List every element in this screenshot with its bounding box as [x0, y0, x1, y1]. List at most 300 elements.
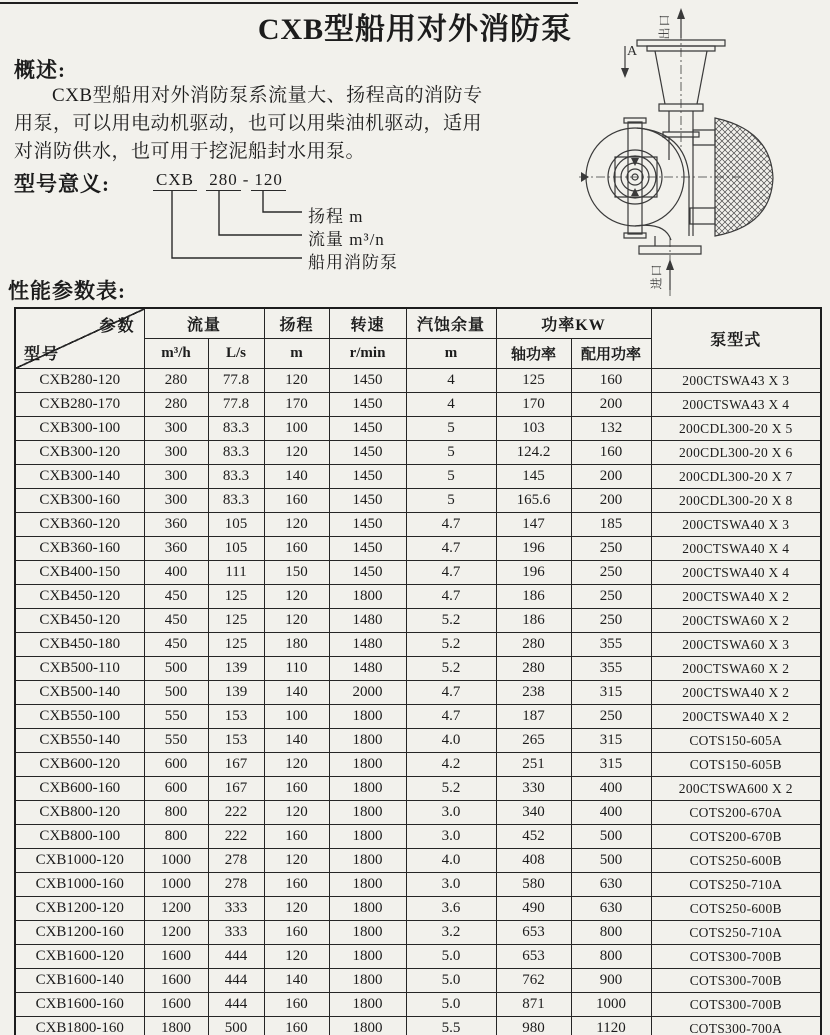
cell-flow-ls: 111 — [208, 561, 264, 585]
cell-npsh: 4.7 — [406, 513, 496, 537]
header-head-unit: m — [264, 339, 329, 369]
cell-speed: 1800 — [329, 729, 406, 753]
cell-rated-power: 400 — [571, 801, 651, 825]
cell-flow-ls: 278 — [208, 873, 264, 897]
cell-head: 120 — [264, 609, 329, 633]
cell-model: CXB360-160 — [15, 537, 144, 561]
cell-flow-m3h: 450 — [144, 633, 208, 657]
cell-flow-ls: 125 — [208, 609, 264, 633]
cell-speed: 1800 — [329, 921, 406, 945]
header-model-label: 型号 — [24, 346, 61, 363]
cell-flow-m3h: 1600 — [144, 969, 208, 993]
cell-shaft-power: 280 — [496, 633, 571, 657]
cell-flow-m3h: 550 — [144, 729, 208, 753]
cell-shaft-power: 187 — [496, 705, 571, 729]
cell-shaft-power: 280 — [496, 657, 571, 681]
performance-table — [14, 307, 822, 1035]
cell-model: CXB300-100 — [15, 417, 144, 441]
cell-flow-ls: 444 — [208, 993, 264, 1017]
header-rated-power: 配用功率 — [571, 339, 651, 369]
cell-head: 140 — [264, 681, 329, 705]
cell-head: 160 — [264, 993, 329, 1017]
cell-flow-m3h: 450 — [144, 585, 208, 609]
cell-head: 140 — [264, 969, 329, 993]
performance-table-body — [15, 369, 821, 1035]
cell-model: CXB300-160 — [15, 489, 144, 513]
table-row — [15, 753, 821, 777]
cell-npsh: 3.0 — [406, 825, 496, 849]
cell-head: 120 — [264, 897, 329, 921]
cell-shaft-power: 124.2 — [496, 441, 571, 465]
cell-pump-type: COTS150-605A — [651, 729, 821, 753]
overview-line: 用泵，可以用电动机驱动，也可以用柴油机驱动，适用 — [14, 113, 483, 134]
cell-pump-type: COTS150-605B — [651, 753, 821, 777]
cell-pump-type: 200CTSWA600 X 2 — [651, 777, 821, 801]
cell-speed: 1800 — [329, 897, 406, 921]
cell-head: 180 — [264, 633, 329, 657]
cell-flow-m3h: 1000 — [144, 873, 208, 897]
header-flow-unit-ls: L/s — [208, 339, 264, 369]
table-row — [15, 633, 821, 657]
cell-pump-type: 200CTSWA40 X 4 — [651, 561, 821, 585]
model-code-head: 120 — [251, 170, 286, 191]
cell-shaft-power: 871 — [496, 993, 571, 1017]
header-npsh: 汽蚀余量 — [406, 308, 496, 339]
cell-pump-type: COTS300-700B — [651, 993, 821, 1017]
table-row — [15, 993, 821, 1017]
cell-npsh: 5 — [406, 465, 496, 489]
cell-npsh: 5 — [406, 489, 496, 513]
cell-npsh: 4 — [406, 393, 496, 417]
cell-npsh: 3.6 — [406, 897, 496, 921]
performance-table-heading: 性能参数表: — [8, 279, 126, 303]
cell-npsh: 5.5 — [406, 1017, 496, 1035]
table-row — [15, 369, 821, 393]
cell-flow-ls: 139 — [208, 657, 264, 681]
cell-npsh: 5.2 — [406, 633, 496, 657]
cell-shaft-power: 103 — [496, 417, 571, 441]
cell-pump-type: 200CTSWA60 X 2 — [651, 609, 821, 633]
cell-pump-type: COTS300-700B — [651, 969, 821, 993]
cell-shaft-power: 452 — [496, 825, 571, 849]
cell-flow-m3h: 1800 — [144, 1017, 208, 1035]
cell-flow-ls: 333 — [208, 897, 264, 921]
cell-flow-ls: 125 — [208, 633, 264, 657]
cell-model: CXB360-120 — [15, 513, 144, 537]
cell-head: 140 — [264, 729, 329, 753]
cell-flow-m3h: 360 — [144, 537, 208, 561]
table-row — [15, 657, 821, 681]
cell-shaft-power: 238 — [496, 681, 571, 705]
cell-rated-power: 900 — [571, 969, 651, 993]
table-row — [15, 537, 821, 561]
cell-shaft-power: 147 — [496, 513, 571, 537]
cell-head: 120 — [264, 513, 329, 537]
cell-pump-type: 200CDL300-20 X 6 — [651, 441, 821, 465]
table-row — [15, 1017, 821, 1035]
cell-npsh: 4.7 — [406, 537, 496, 561]
cell-flow-ls: 105 — [208, 513, 264, 537]
cell-shaft-power: 165.6 — [496, 489, 571, 513]
table-row — [15, 441, 821, 465]
cell-flow-ls: 222 — [208, 825, 264, 849]
cell-pump-type: COTS200-670B — [651, 825, 821, 849]
cell-speed: 1480 — [329, 633, 406, 657]
cell-head: 110 — [264, 657, 329, 681]
cell-rated-power: 315 — [571, 729, 651, 753]
cell-npsh: 5.2 — [406, 609, 496, 633]
cell-speed: 1800 — [329, 945, 406, 969]
cell-pump-type: 200CTSWA43 X 3 — [651, 369, 821, 393]
cell-npsh: 4.2 — [406, 753, 496, 777]
model-label-head: 扬程 m — [308, 207, 364, 226]
cell-speed: 1480 — [329, 657, 406, 681]
cell-rated-power: 315 — [571, 753, 651, 777]
header-npsh-unit: m — [406, 339, 496, 369]
cell-flow-ls: 83.3 — [208, 417, 264, 441]
cell-rated-power: 355 — [571, 657, 651, 681]
cell-head: 160 — [264, 537, 329, 561]
cell-flow-m3h: 1000 — [144, 849, 208, 873]
cell-flow-m3h: 280 — [144, 369, 208, 393]
header-flow-unit-m3h: m³/h — [144, 339, 208, 369]
cell-model: CXB300-120 — [15, 441, 144, 465]
cell-rated-power: 250 — [571, 537, 651, 561]
cell-flow-m3h: 1600 — [144, 945, 208, 969]
cell-model: CXB1000-160 — [15, 873, 144, 897]
cell-model: CXB1200-120 — [15, 897, 144, 921]
pump-drawing-svg — [575, 0, 830, 300]
cell-pump-type: COTS250-600B — [651, 897, 821, 921]
cell-flow-m3h: 1600 — [144, 993, 208, 1017]
header-row-1 — [15, 308, 821, 339]
outlet-label: 出口 — [657, 13, 672, 40]
cell-npsh: 3.0 — [406, 801, 496, 825]
cell-flow-m3h: 400 — [144, 561, 208, 585]
cell-rated-power: 1000 — [571, 993, 651, 1017]
cell-head: 160 — [264, 921, 329, 945]
cell-flow-ls: 500 — [208, 1017, 264, 1035]
cell-flow-ls: 153 — [208, 705, 264, 729]
cell-model: CXB1000-120 — [15, 849, 144, 873]
cell-model: CXB500-140 — [15, 681, 144, 705]
cell-speed: 2000 — [329, 681, 406, 705]
model-code — [153, 170, 286, 190]
cell-head: 120 — [264, 849, 329, 873]
cell-flow-ls: 105 — [208, 537, 264, 561]
table-row — [15, 513, 821, 537]
cell-npsh: 5 — [406, 441, 496, 465]
overview-line: CXB型船用对外消防泵系流量大、扬程高的消防专 — [52, 85, 483, 106]
cell-flow-ls: 83.3 — [208, 489, 264, 513]
cell-shaft-power: 196 — [496, 537, 571, 561]
cell-model: CXB280-170 — [15, 393, 144, 417]
header-param-label: 参数 — [99, 318, 136, 335]
cell-pump-type: 200CTSWA40 X 4 — [651, 537, 821, 561]
table-row — [15, 945, 821, 969]
table-row — [15, 585, 821, 609]
table-row — [15, 777, 821, 801]
cell-rated-power: 630 — [571, 873, 651, 897]
cell-rated-power: 200 — [571, 465, 651, 489]
cell-model: CXB1600-120 — [15, 945, 144, 969]
cell-shaft-power: 170 — [496, 393, 571, 417]
cell-pump-type: 200CTSWA40 X 2 — [651, 705, 821, 729]
cell-flow-m3h: 600 — [144, 753, 208, 777]
cell-flow-m3h: 300 — [144, 417, 208, 441]
cell-speed: 1800 — [329, 873, 406, 897]
cell-head: 100 — [264, 705, 329, 729]
cell-shaft-power: 265 — [496, 729, 571, 753]
cell-npsh: 4.7 — [406, 705, 496, 729]
overview-paragraph — [14, 82, 570, 166]
cell-model: CXB400-150 — [15, 561, 144, 585]
cell-shaft-power: 196 — [496, 561, 571, 585]
table-row — [15, 729, 821, 753]
cell-speed: 1800 — [329, 969, 406, 993]
table-row — [15, 897, 821, 921]
header-pump-type: 泵型式 — [651, 308, 821, 369]
cell-flow-m3h: 800 — [144, 801, 208, 825]
cell-shaft-power: 490 — [496, 897, 571, 921]
cell-npsh: 5.0 — [406, 945, 496, 969]
cell-head: 150 — [264, 561, 329, 585]
cell-npsh: 4.0 — [406, 729, 496, 753]
cell-speed: 1800 — [329, 825, 406, 849]
cell-flow-ls: 83.3 — [208, 441, 264, 465]
table-row — [15, 705, 821, 729]
cell-rated-power: 500 — [571, 825, 651, 849]
table-row — [15, 681, 821, 705]
cell-model: CXB1600-160 — [15, 993, 144, 1017]
cell-rated-power: 250 — [571, 609, 651, 633]
cell-rated-power: 315 — [571, 681, 651, 705]
cell-flow-m3h: 1200 — [144, 897, 208, 921]
table-row — [15, 561, 821, 585]
table-row — [15, 969, 821, 993]
table-row — [15, 921, 821, 945]
cell-flow-ls: 153 — [208, 729, 264, 753]
cell-rated-power: 200 — [571, 489, 651, 513]
cell-npsh: 3.0 — [406, 873, 496, 897]
header-speed: 转速 — [329, 308, 406, 339]
cell-flow-ls: 167 — [208, 753, 264, 777]
cell-shaft-power: 186 — [496, 609, 571, 633]
cell-shaft-power: 762 — [496, 969, 571, 993]
cell-rated-power: 800 — [571, 945, 651, 969]
cell-speed: 1800 — [329, 753, 406, 777]
cell-rated-power: 250 — [571, 585, 651, 609]
model-meaning-heading: 型号意义: — [14, 172, 110, 196]
cell-flow-m3h: 360 — [144, 513, 208, 537]
cell-rated-power: 185 — [571, 513, 651, 537]
cell-head: 160 — [264, 489, 329, 513]
cell-pump-type: 200CTSWA43 X 4 — [651, 393, 821, 417]
cell-speed: 1800 — [329, 993, 406, 1017]
table-row — [15, 609, 821, 633]
cell-npsh: 4.7 — [406, 561, 496, 585]
cell-pump-type: COTS300-700B — [651, 945, 821, 969]
cell-shaft-power: 145 — [496, 465, 571, 489]
cell-rated-power: 400 — [571, 777, 651, 801]
cell-speed: 1450 — [329, 465, 406, 489]
cell-shaft-power: 408 — [496, 849, 571, 873]
cell-flow-m3h: 1200 — [144, 921, 208, 945]
cell-pump-type: COTS300-700A — [651, 1017, 821, 1035]
cell-pump-type: 200CTSWA60 X 2 — [651, 657, 821, 681]
table-row — [15, 489, 821, 513]
header-flow: 流量 — [144, 308, 264, 339]
cell-npsh: 4.7 — [406, 585, 496, 609]
cell-model: CXB800-120 — [15, 801, 144, 825]
cell-rated-power: 200 — [571, 393, 651, 417]
cell-flow-m3h: 300 — [144, 465, 208, 489]
cell-npsh: 5.0 — [406, 993, 496, 1017]
cell-pump-type: COTS250-600B — [651, 849, 821, 873]
cell-rated-power: 500 — [571, 849, 651, 873]
cell-model: CXB550-140 — [15, 729, 144, 753]
overview-line: 对消防供水，也可用于挖泥船封水用泵。 — [14, 141, 366, 162]
cell-flow-ls: 77.8 — [208, 393, 264, 417]
table-row — [15, 825, 821, 849]
cell-flow-ls: 444 — [208, 945, 264, 969]
inlet-label: 进口 — [649, 263, 664, 290]
table-row — [15, 801, 821, 825]
cell-flow-m3h: 300 — [144, 441, 208, 465]
cell-shaft-power: 125 — [496, 369, 571, 393]
cell-rated-power: 250 — [571, 705, 651, 729]
cell-shaft-power: 653 — [496, 921, 571, 945]
cell-npsh: 3.2 — [406, 921, 496, 945]
cell-head: 120 — [264, 945, 329, 969]
cell-speed: 1800 — [329, 801, 406, 825]
cell-head: 120 — [264, 753, 329, 777]
cell-flow-ls: 139 — [208, 681, 264, 705]
cell-speed: 1450 — [329, 393, 406, 417]
cell-npsh: 5.0 — [406, 969, 496, 993]
cell-speed: 1800 — [329, 705, 406, 729]
cell-shaft-power: 980 — [496, 1017, 571, 1035]
cell-flow-ls: 83.3 — [208, 465, 264, 489]
header-head: 扬程 — [264, 308, 329, 339]
cell-rated-power: 1120 — [571, 1017, 651, 1035]
cell-pump-type: 200CDL300-20 X 7 — [651, 465, 821, 489]
header-speed-unit: r/min — [329, 339, 406, 369]
model-label-pump: 船用消防泵 — [308, 253, 398, 272]
cell-flow-ls: 333 — [208, 921, 264, 945]
cell-pump-type: 200CDL300-20 X 8 — [651, 489, 821, 513]
cell-model: CXB800-100 — [15, 825, 144, 849]
header-shaft-power: 轴功率 — [496, 339, 571, 369]
model-code-flow: 280 — [206, 170, 241, 191]
cell-model: CXB550-100 — [15, 705, 144, 729]
cell-pump-type: 200CTSWA40 X 2 — [651, 681, 821, 705]
cell-flow-m3h: 550 — [144, 705, 208, 729]
cell-shaft-power: 580 — [496, 873, 571, 897]
cell-speed: 1480 — [329, 609, 406, 633]
cell-npsh: 5.2 — [406, 777, 496, 801]
cell-rated-power: 630 — [571, 897, 651, 921]
cell-npsh: 5 — [406, 417, 496, 441]
pump-drawing — [575, 0, 830, 300]
cell-flow-ls: 77.8 — [208, 369, 264, 393]
cell-head: 140 — [264, 465, 329, 489]
cell-pump-type: 200CTSWA60 X 3 — [651, 633, 821, 657]
cell-pump-type: COTS250-710A — [651, 921, 821, 945]
cell-flow-m3h: 800 — [144, 825, 208, 849]
cell-rated-power: 355 — [571, 633, 651, 657]
cell-model: CXB1600-140 — [15, 969, 144, 993]
cell-npsh: 5.2 — [406, 657, 496, 681]
cell-speed: 1450 — [329, 537, 406, 561]
model-label-flow: 流量 m³/n — [308, 230, 385, 249]
cell-flow-ls: 444 — [208, 969, 264, 993]
cell-flow-ls: 125 — [208, 585, 264, 609]
cell-shaft-power: 186 — [496, 585, 571, 609]
view-a-label: A — [627, 44, 638, 59]
cell-flow-m3h: 600 — [144, 777, 208, 801]
cell-rated-power: 132 — [571, 417, 651, 441]
page-title: CXB型船用对外消防泵 — [257, 13, 573, 46]
cell-pump-type: 200CDL300-20 X 5 — [651, 417, 821, 441]
cell-pump-type: COTS200-670A — [651, 801, 821, 825]
cell-flow-m3h: 500 — [144, 681, 208, 705]
cell-shaft-power: 653 — [496, 945, 571, 969]
cell-head: 160 — [264, 825, 329, 849]
cell-flow-m3h: 500 — [144, 657, 208, 681]
cell-flow-ls: 222 — [208, 801, 264, 825]
header-power: 功率KW — [496, 308, 651, 339]
table-row — [15, 393, 821, 417]
cell-model: CXB280-120 — [15, 369, 144, 393]
cell-rated-power: 160 — [571, 369, 651, 393]
cell-head: 100 — [264, 417, 329, 441]
cell-head: 160 — [264, 873, 329, 897]
cell-model: CXB450-180 — [15, 633, 144, 657]
cell-head: 160 — [264, 777, 329, 801]
cell-rated-power: 250 — [571, 561, 651, 585]
cell-speed: 1450 — [329, 369, 406, 393]
cell-pump-type: 200CTSWA40 X 2 — [651, 585, 821, 609]
cell-flow-ls: 167 — [208, 777, 264, 801]
cell-npsh: 4 — [406, 369, 496, 393]
model-code-prefix: CXB — [153, 170, 197, 191]
cell-speed: 1800 — [329, 849, 406, 873]
table-row — [15, 417, 821, 441]
cell-model: CXB600-160 — [15, 777, 144, 801]
cell-flow-m3h: 280 — [144, 393, 208, 417]
cell-head: 160 — [264, 1017, 329, 1035]
cell-head: 170 — [264, 393, 329, 417]
cell-rated-power: 160 — [571, 441, 651, 465]
cell-shaft-power: 330 — [496, 777, 571, 801]
cell-flow-m3h: 450 — [144, 609, 208, 633]
cell-model: CXB1200-160 — [15, 921, 144, 945]
cell-model: CXB1800-160 — [15, 1017, 144, 1035]
cell-npsh: 4.7 — [406, 681, 496, 705]
overview-heading: 概述: — [14, 58, 66, 82]
cell-flow-ls: 278 — [208, 849, 264, 873]
cell-model: CXB450-120 — [15, 585, 144, 609]
cell-speed: 1450 — [329, 489, 406, 513]
cell-head: 120 — [264, 369, 329, 393]
cell-model: CXB600-120 — [15, 753, 144, 777]
cell-speed: 1800 — [329, 777, 406, 801]
cell-pump-type: COTS250-710A — [651, 873, 821, 897]
cell-speed: 1450 — [329, 417, 406, 441]
header-model-param — [15, 308, 144, 369]
cell-npsh: 4.0 — [406, 849, 496, 873]
